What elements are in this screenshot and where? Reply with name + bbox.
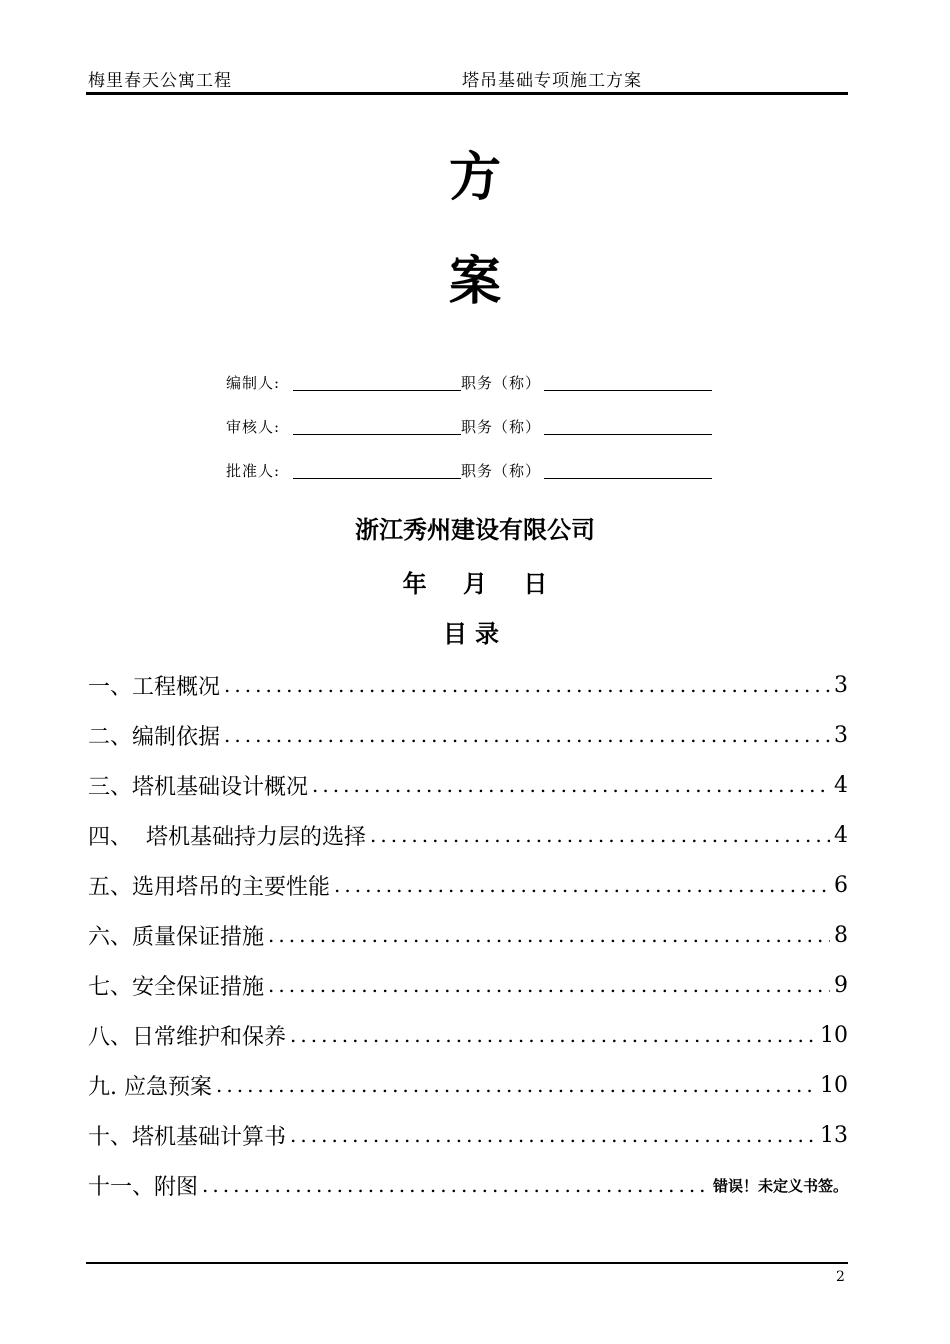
signature-title-line <box>544 390 712 391</box>
signature-title-label: 职务（称） <box>461 374 542 392</box>
header-document-title: 塔吊基础专项施工方案 <box>462 71 642 91</box>
toc-leader-dots <box>216 1073 816 1097</box>
toc-entry-label: 十一、附图 <box>88 1174 199 1200</box>
toc-entry[interactable] <box>88 760 848 810</box>
toc-title: 目录 <box>443 620 507 648</box>
toc-entry-page: 3 <box>834 672 848 698</box>
toc-entry[interactable] <box>88 1010 848 1060</box>
header-rule <box>86 92 848 95</box>
toc-entry-label: 七、安全保证措施 <box>88 974 265 1000</box>
toc-entry-page: 10 <box>820 1022 848 1048</box>
toc-entry[interactable] <box>88 710 848 760</box>
signature-title-label: 职务（称） <box>461 462 542 480</box>
toc-entry-label: 九. 应急预案 <box>88 1074 212 1100</box>
toc-entry-label: 三、塔机基础设计概况 <box>88 774 309 800</box>
toc-leader-dots <box>370 823 830 847</box>
toc-leader-dots <box>268 973 830 997</box>
toc-entry[interactable] <box>88 1160 848 1210</box>
page-header <box>88 66 848 91</box>
cover-title-char-2: 案 <box>448 252 501 312</box>
toc-entry-label: 一、工程概况 <box>88 674 221 700</box>
signature-title-label: 职务（称） <box>461 418 542 436</box>
company-name: 浙江秀州建设有限公司 <box>355 516 595 544</box>
footer-rule <box>86 1262 848 1264</box>
toc-entry[interactable] <box>88 1060 848 1110</box>
signature-name-line <box>293 478 461 479</box>
toc-leader-dots <box>334 873 830 897</box>
toc-entry[interactable] <box>88 960 848 1010</box>
toc-entry-page: 13 <box>820 1122 848 1148</box>
toc-leader-dots <box>312 773 830 797</box>
toc-entry[interactable] <box>88 1110 848 1160</box>
toc-entry[interactable] <box>88 860 848 910</box>
signature-label: 批准人: <box>226 462 281 480</box>
toc-entry-page: 4 <box>834 822 848 848</box>
toc-leader-dots <box>224 723 830 747</box>
toc-entry-label: 二、编制依据 <box>88 724 221 750</box>
toc-entry-page: 3 <box>834 722 848 748</box>
signature-name-line <box>293 434 461 435</box>
toc-entry-label: 五、选用塔吊的主要性能 <box>88 874 331 900</box>
page-number: 2 <box>836 1269 845 1285</box>
signature-name-line <box>293 390 461 391</box>
signature-label: 编制人: <box>226 374 281 392</box>
toc-entry-label: 十、塔机基础计算书 <box>88 1124 287 1150</box>
toc-entry[interactable] <box>88 910 848 960</box>
toc-entry-page: 9 <box>834 972 848 998</box>
cover-title-char-1: 方 <box>448 148 501 208</box>
toc-entry[interactable] <box>88 810 848 860</box>
toc-entry-page: 10 <box>820 1072 848 1098</box>
toc-entry[interactable] <box>88 660 848 710</box>
date-line: 年 月 日 <box>402 570 548 598</box>
signature-title-line <box>544 478 712 479</box>
toc-entry-label: 八、日常维护和保养 <box>88 1024 287 1050</box>
toc-entry-page: 4 <box>834 772 848 798</box>
toc-leader-dots <box>202 1173 709 1197</box>
signature-label: 审核人: <box>226 418 281 436</box>
toc-leader-dots <box>268 923 830 947</box>
toc-entry-label: 四、 塔机基础持力层的选择 <box>88 824 366 850</box>
toc-leader-dots <box>224 673 830 697</box>
toc-entry-page: 6 <box>834 872 848 898</box>
toc-entry-page: 8 <box>834 922 848 948</box>
table-of-contents <box>88 660 848 1210</box>
toc-entry-page-error: 错误！未定义书签。 <box>712 1176 848 1195</box>
toc-entry-label: 六、质量保证措施 <box>88 924 265 950</box>
toc-leader-dots <box>290 1023 816 1047</box>
toc-leader-dots <box>290 1123 816 1147</box>
signature-title-line <box>544 434 712 435</box>
header-project-name: 梅里春天公寓工程 <box>88 71 232 91</box>
